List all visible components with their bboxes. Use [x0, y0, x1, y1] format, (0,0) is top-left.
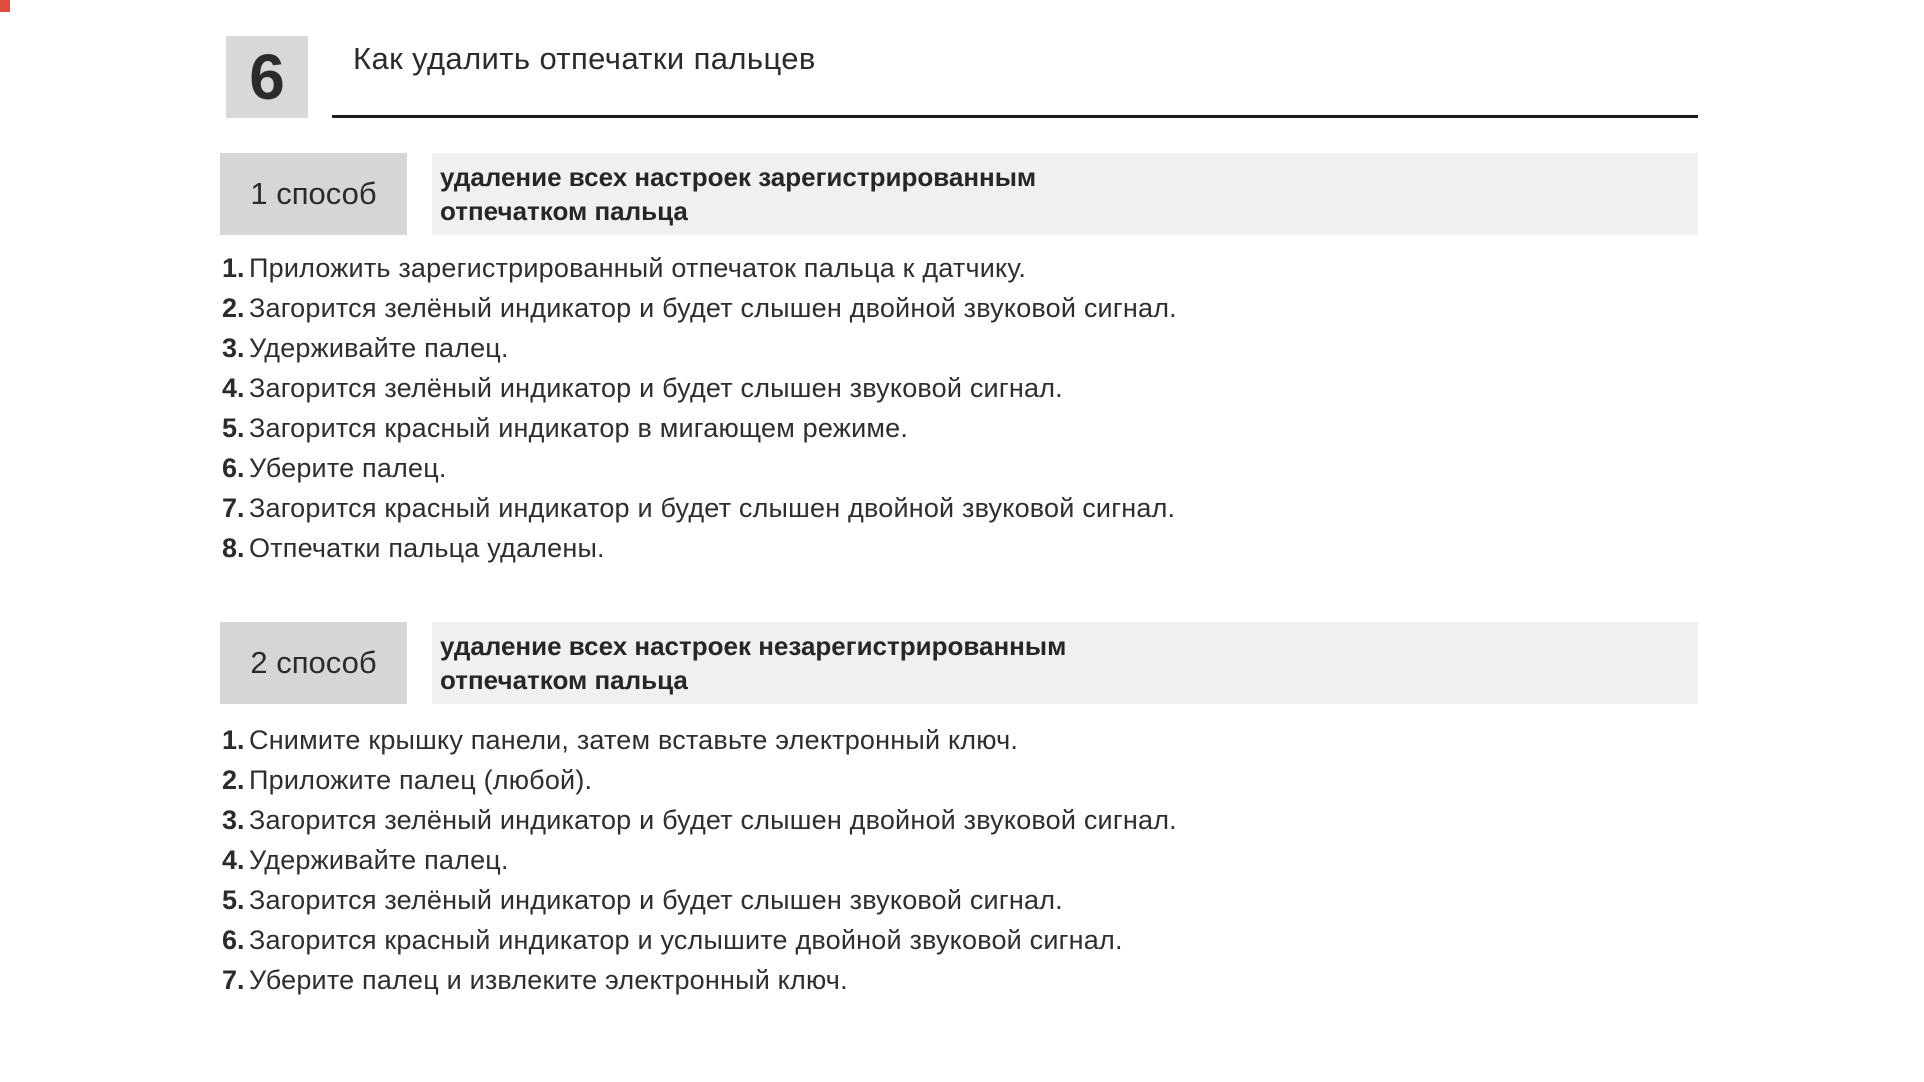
step-number: 7. — [222, 492, 245, 523]
step-item — [222, 720, 1177, 760]
step-number: 1. — [222, 724, 245, 755]
step-text: Загорится красный индикатор и будет слышен двойной звуковой сигнал. — [249, 492, 1176, 523]
step-text: Отпечатки пальца удалены. — [249, 532, 605, 563]
step-item — [222, 880, 1177, 920]
method-2-banner — [432, 622, 1698, 704]
step-item — [222, 248, 1177, 288]
step-item — [222, 528, 1177, 568]
step-number: 6. — [222, 452, 245, 483]
step-number: 2. — [222, 292, 245, 323]
method-2-header — [220, 622, 1698, 704]
step-text: Удерживайте палец. — [249, 332, 509, 363]
step-number: 4. — [222, 844, 245, 875]
step-item — [222, 920, 1177, 960]
step-item — [222, 760, 1177, 800]
step-item — [222, 448, 1177, 488]
method-1-heading-line-2: отпечатком пальца — [440, 196, 688, 226]
method-2-label: 2 способ — [220, 622, 407, 704]
step-text: Загорится зелёный индикатор и будет слышен двойной звуковой сигнал. — [249, 292, 1177, 323]
step-number: 2. — [222, 764, 245, 795]
method-2-heading-line-1: удаление всех настроек незарегистрированным — [440, 631, 1067, 661]
step-item — [222, 408, 1177, 448]
step-text: Снимите крышку панели, затем вставьте электронный ключ. — [249, 724, 1019, 755]
step-text: Загорится зелёный индикатор и будет слышен двойной звуковой сигнал. — [249, 804, 1177, 835]
step-number: 3. — [222, 332, 245, 363]
step-item — [222, 288, 1177, 328]
step-text: Загорится зелёный индикатор и будет слышен звуковой сигнал. — [249, 372, 1063, 403]
page-title: Как удалить отпечатки пальцев — [353, 41, 816, 76]
step-text: Уберите палец. — [249, 452, 447, 483]
corner-mark — [0, 0, 10, 12]
step-text: Загорится зелёный индикатор и будет слышен звуковой сигнал. — [249, 884, 1063, 915]
step-number: 4. — [222, 372, 245, 403]
method-1-heading-line-1: удаление всех настроек зарегистрированным — [440, 162, 1037, 192]
step-number: 7. — [222, 964, 245, 995]
step-text: Уберите палец и извлеките электронный ключ. — [249, 964, 848, 995]
step-number: 3. — [222, 804, 245, 835]
method-1-banner — [432, 153, 1698, 235]
step-number: 5. — [222, 884, 245, 915]
step-item — [222, 800, 1177, 840]
step-number: 1. — [222, 252, 245, 283]
step-text: Удерживайте палец. — [249, 844, 509, 875]
method-1-label: 1 способ — [220, 153, 407, 235]
step-number: 8. — [222, 532, 245, 563]
step-text: Загорится красный индикатор и услышите двойной звуковой сигнал. — [249, 924, 1123, 955]
step-text: Приложить зарегистрированный отпечаток пальца к датчику. — [249, 252, 1027, 283]
step-item — [222, 488, 1177, 528]
title-rule — [332, 115, 1698, 118]
step-item — [222, 840, 1177, 880]
method-2-steps — [222, 720, 1177, 1000]
step-item — [222, 328, 1177, 368]
step-item — [222, 960, 1177, 1000]
section-number-box — [226, 36, 308, 118]
step-text: Приложите палец (любой). — [249, 764, 593, 795]
method-1-steps — [222, 248, 1177, 568]
step-text: Загорится красный индикатор в мигающем режиме. — [249, 412, 909, 443]
step-number: 5. — [222, 412, 245, 443]
section-number: 6 — [249, 41, 285, 113]
step-item — [222, 368, 1177, 408]
method-1-header — [220, 153, 1698, 235]
method-2-heading-line-2: отпечатком пальца — [440, 665, 688, 695]
step-number: 6. — [222, 924, 245, 955]
